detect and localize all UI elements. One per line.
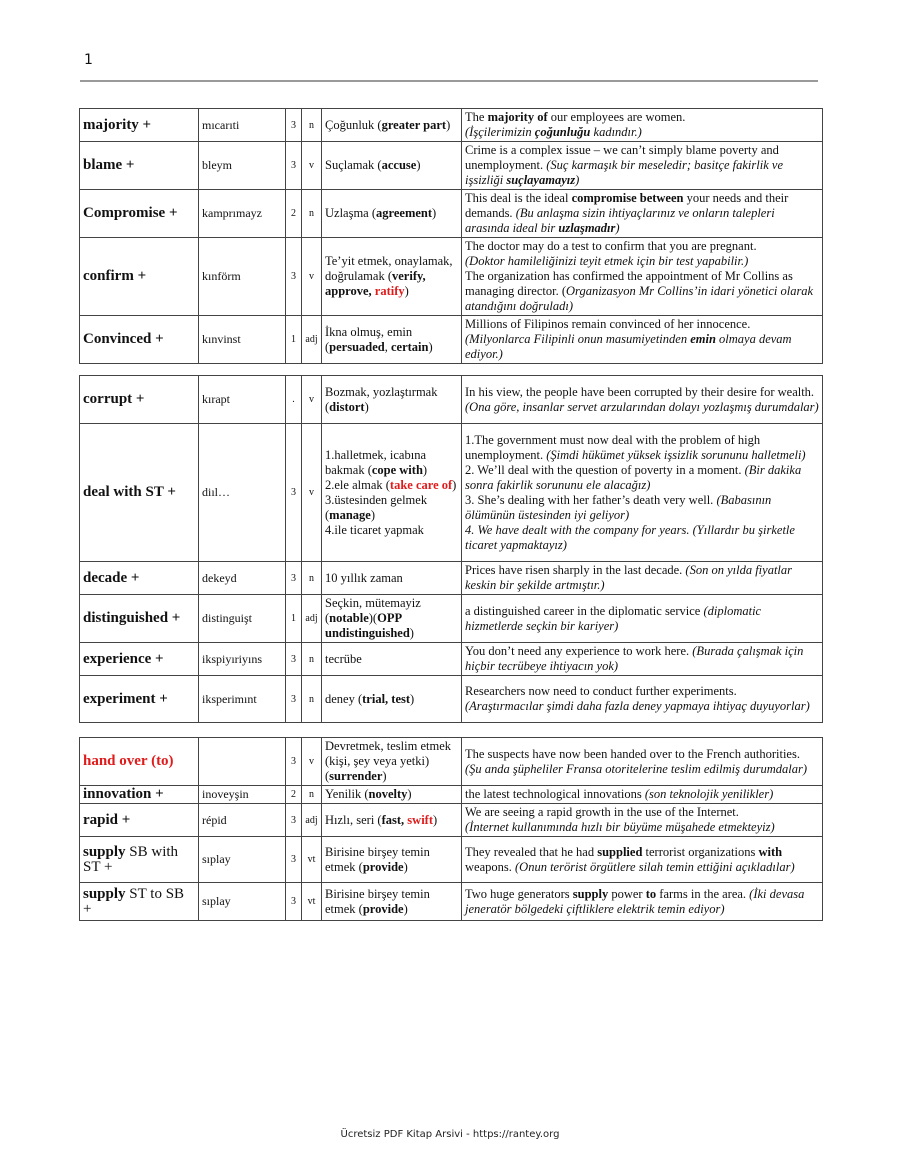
headword: rapid + bbox=[80, 804, 199, 837]
table-row bbox=[80, 238, 823, 316]
headword: hand over (to) bbox=[80, 738, 199, 786]
example: The majority of our employees are women. (İşçilerimizin çoğunluğu kadındır.) bbox=[462, 109, 823, 142]
part-of-speech: n bbox=[302, 643, 322, 676]
example: They revealed that he had supplied terrorist organizations with weapons. (Onun terörist örgütlere silah temin ettiğini açıkladılar) bbox=[462, 837, 823, 883]
headword: decade + bbox=[80, 562, 199, 595]
headword: blame + bbox=[80, 142, 199, 190]
headword: majority + bbox=[80, 109, 199, 142]
pronunciation: inoveyşin bbox=[199, 786, 286, 804]
meaning: Devretmek, teslim etmek (kişi, şey veya yetki) (surrender) bbox=[322, 738, 462, 786]
part-of-speech: n bbox=[302, 109, 322, 142]
meaning: deney (trial, test) bbox=[322, 676, 462, 723]
pronunciation: kırapt bbox=[199, 376, 286, 424]
headword: distinguished + bbox=[80, 595, 199, 643]
headword: experience + bbox=[80, 643, 199, 676]
meaning: Seçkin, mütemayiz (notable)(OPP undistinguished) bbox=[322, 595, 462, 643]
headword: Compromise + bbox=[80, 190, 199, 238]
table-row bbox=[80, 804, 823, 837]
example: The doctor may do a test to confirm that you are pregnant. (Doktor hamileliğinizi teyit etmek için bir test yapabilir.) The organization has confirmed the appointment of Mr Collins as managing director. (Organizasyon Mr Collins’in idari yönetici olarak atandığını doğruladı) bbox=[462, 238, 823, 316]
example: 1.The government must now deal with the problem of high unemployment. (Şimdi hükümet yüksek işsizlik sorununu halletmeli) 2. We’ll deal with the question of poverty in a moment. (Bir dakika sonra fakirlik sorununu ele alacağız) 3. She’s dealing with her father’s death very well. (Babasının ölümünün üstesinden iyi geliyor) 4. We have dealt with the company for years. (Yıllardır bu şirketle ticaret yapmaktayız) bbox=[462, 424, 823, 562]
example: a distinguished career in the diplomatic service (diplomatic hizmetlerde seçkin bir kariyer) bbox=[462, 595, 823, 643]
table-row bbox=[80, 676, 823, 723]
part-of-speech: vt bbox=[302, 883, 322, 921]
headword: Convinced + bbox=[80, 316, 199, 364]
meaning: tecrübe bbox=[322, 643, 462, 676]
part-of-speech: n bbox=[302, 190, 322, 238]
part-of-speech: adj bbox=[302, 595, 322, 643]
level: 2 bbox=[286, 786, 302, 804]
meaning: Hızlı, seri (fast, swift) bbox=[322, 804, 462, 837]
pronunciation bbox=[199, 738, 286, 786]
meaning: İkna olmuş, emin (persuaded, certain) bbox=[322, 316, 462, 364]
table-row bbox=[80, 738, 823, 786]
example: This deal is the ideal compromise between your needs and their demands. (Bu anlaşma sizin ihtiyaçlarınız ve onların talepleri arasında ideal bir uzlaşmadır) bbox=[462, 190, 823, 238]
headword: supply SB with ST + bbox=[80, 837, 199, 883]
vocab-table-1 bbox=[79, 108, 823, 364]
level: 3 bbox=[286, 643, 302, 676]
example: You don’t need any experience to work here. (Burada çalışmak için hiçbir tecrübeye ihtiyacın yok) bbox=[462, 643, 823, 676]
part-of-speech: adj bbox=[302, 316, 322, 364]
meaning: Suçlamak (accuse) bbox=[322, 142, 462, 190]
part-of-speech: v bbox=[302, 142, 322, 190]
level: 1 bbox=[286, 595, 302, 643]
level: 3 bbox=[286, 837, 302, 883]
headword: experiment + bbox=[80, 676, 199, 723]
example: In his view, the people have been corrupted by their desire for wealth. (Ona göre, insanlar servet arzularından dolayı yozlaşmış durumdalar) bbox=[462, 376, 823, 424]
example: We are seeing a rapid growth in the use of the Internet. (İnternet kullanımında hızlı bir büyüme müşahede etmekteyiz) bbox=[462, 804, 823, 837]
level: 3 bbox=[286, 238, 302, 316]
level: 3 bbox=[286, 562, 302, 595]
table-row bbox=[80, 595, 823, 643]
part-of-speech: vt bbox=[302, 837, 322, 883]
example: Researchers now need to conduct further experiments. (Araştırmacılar şimdi daha fazla deney yapmaya ihtiyaç duyuyorlar) bbox=[462, 676, 823, 723]
meaning: Çoğunluk (greater part) bbox=[322, 109, 462, 142]
level: . bbox=[286, 376, 302, 424]
table-row bbox=[80, 376, 823, 424]
footer-text: Ücretsiz PDF Kitap Arsivi - https://rantey.org bbox=[340, 1129, 560, 1140]
table-row bbox=[80, 424, 823, 562]
meaning: Bozmak, yozlaştırmak (distort) bbox=[322, 376, 462, 424]
part-of-speech: v bbox=[302, 424, 322, 562]
header-rule bbox=[80, 80, 818, 82]
example: Prices have risen sharply in the last decade. (Son on yılda fiyatlar keskin bir şekilde artmıştır.) bbox=[462, 562, 823, 595]
part-of-speech: adj bbox=[302, 804, 322, 837]
pronunciation: distinguişt bbox=[199, 595, 286, 643]
meaning: Te’yit etmek, onaylamak, doğrulamak (verify, approve, ratify) bbox=[322, 238, 462, 316]
pronunciation: kınvinst bbox=[199, 316, 286, 364]
meaning: Uzlaşma (agreement) bbox=[322, 190, 462, 238]
page-number: 1 bbox=[84, 52, 93, 68]
level: 1 bbox=[286, 316, 302, 364]
table-row bbox=[80, 190, 823, 238]
part-of-speech: v bbox=[302, 376, 322, 424]
part-of-speech: n bbox=[302, 676, 322, 723]
pronunciation: sıplay bbox=[199, 837, 286, 883]
headword: corrupt + bbox=[80, 376, 199, 424]
level: 2 bbox=[286, 190, 302, 238]
example: Crime is a complex issue – we can’t simply blame poverty and unemployment. (Suç karmaşık bir meseledir; basitçe fakirlik ve işsizliği suçlayamayız) bbox=[462, 142, 823, 190]
pronunciation: mıcarıti bbox=[199, 109, 286, 142]
headword: supply ST to SB + bbox=[80, 883, 199, 921]
level: 3 bbox=[286, 738, 302, 786]
meaning: 10 yıllık zaman bbox=[322, 562, 462, 595]
table-row bbox=[80, 837, 823, 883]
pronunciation: ikspiyıriyıns bbox=[199, 643, 286, 676]
pronunciation: sıplay bbox=[199, 883, 286, 921]
part-of-speech: n bbox=[302, 786, 322, 804]
pronunciation: répid bbox=[199, 804, 286, 837]
pronunciation: diıl… bbox=[199, 424, 286, 562]
vocab-table-2 bbox=[79, 375, 823, 723]
part-of-speech: v bbox=[302, 238, 322, 316]
headword: innovation + bbox=[80, 786, 199, 804]
meaning: Birisine birşey temin etmek (provide) bbox=[322, 883, 462, 921]
example: The suspects have now been handed over to the French authorities. (Şu anda şüpheliler Fransa otoritelerine teslim edilmiş durumdalar) bbox=[462, 738, 823, 786]
example: the latest technological innovations (son teknolojik yenilikler) bbox=[462, 786, 823, 804]
example: Millions of Filipinos remain convinced of her innocence. (Milyonlarca Filipinli onun masumiyetinden emin olmaya devam ediyor.) bbox=[462, 316, 823, 364]
pronunciation: bleym bbox=[199, 142, 286, 190]
table-row bbox=[80, 109, 823, 142]
meaning: Birisine birşey temin etmek (provide) bbox=[322, 837, 462, 883]
pronunciation: dekeyd bbox=[199, 562, 286, 595]
meaning: Yenilik (novelty) bbox=[322, 786, 462, 804]
headword: deal with ST + bbox=[80, 424, 199, 562]
table-row bbox=[80, 142, 823, 190]
example: Two huge generators supply power to farms in the area. (İki devasa jeneratör bölgedeki çiftliklere elektrik temin ediyor) bbox=[462, 883, 823, 921]
level: 3 bbox=[286, 142, 302, 190]
pronunciation: iksperimınt bbox=[199, 676, 286, 723]
level: 3 bbox=[286, 804, 302, 837]
table-row bbox=[80, 883, 823, 921]
pronunciation: kamprımayz bbox=[199, 190, 286, 238]
level: 3 bbox=[286, 676, 302, 723]
table-row bbox=[80, 562, 823, 595]
part-of-speech: n bbox=[302, 562, 322, 595]
table-row bbox=[80, 786, 823, 804]
level: 3 bbox=[286, 883, 302, 921]
part-of-speech: v bbox=[302, 738, 322, 786]
level: 3 bbox=[286, 109, 302, 142]
table-row bbox=[80, 643, 823, 676]
table-row bbox=[80, 316, 823, 364]
pronunciation: kınförm bbox=[199, 238, 286, 316]
vocab-table-3 bbox=[79, 737, 823, 921]
headword: confirm + bbox=[80, 238, 199, 316]
level: 3 bbox=[286, 424, 302, 562]
meaning: 1.halletmek, icabına bakmak (cope with) 2.ele almak (take care of) 3.üstesinden gelmek (manage) 4.ile ticaret yapmak bbox=[322, 424, 462, 562]
